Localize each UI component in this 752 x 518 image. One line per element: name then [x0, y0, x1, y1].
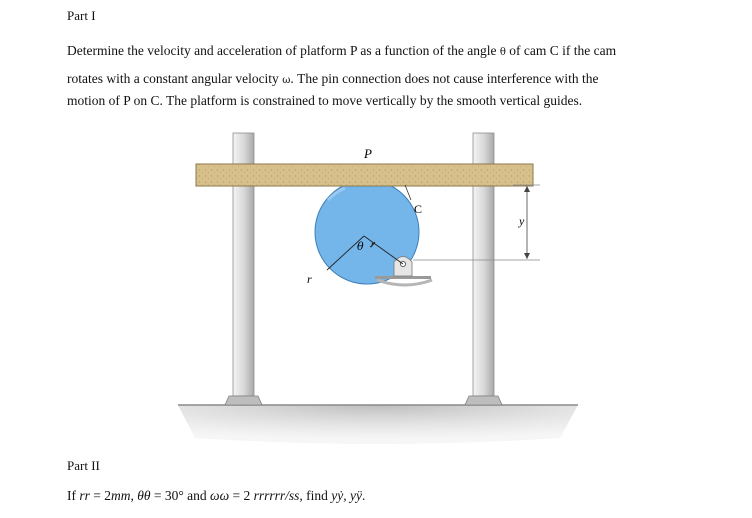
q-r: rr — [79, 488, 90, 503]
label-p: P — [364, 146, 372, 161]
omega-symbol: ω — [282, 75, 291, 86]
q-unit: rrrrrr/ss — [253, 488, 300, 503]
label-theta: θ — [357, 240, 364, 253]
theta-symbol: θ — [499, 47, 506, 58]
q-mm: mm — [111, 488, 131, 503]
q-omega: ωω — [210, 488, 230, 503]
part-2-heading: Part II — [67, 458, 100, 473]
problem-line-2-end: . The pin connection does not cause interference with the — [290, 71, 599, 86]
label-y: y — [519, 214, 525, 228]
problem-line-1-end: of cam C if the cam — [509, 43, 617, 58]
label-c: C — [414, 202, 423, 216]
problem-line-1-text: Determine the velocity and acceleration of platform P as a function of the angle — [67, 43, 497, 58]
problem-line-2-text: rotates with a constant angular velocity — [67, 71, 279, 86]
q-text-b: = 2 — [89, 488, 112, 503]
platform-p — [196, 164, 533, 186]
part-1-heading: Part I — [67, 8, 96, 23]
problem-line-3: motion of P on C. The platform is constrained to move vertically by the smooth vertical guides. — [67, 93, 583, 108]
part-2-question — [67, 489, 365, 503]
q-text-d: = 30° and — [150, 488, 211, 503]
q-text-g: . — [362, 488, 366, 503]
label-r: r — [307, 272, 312, 286]
ground — [178, 405, 578, 444]
q-text-c: , — [130, 488, 138, 503]
q-text-f: , find — [299, 488, 332, 503]
q-text-a: If — [67, 488, 80, 503]
q-theta: θθ — [137, 488, 151, 503]
q-text-e: = 2 — [229, 488, 254, 503]
q-answer-symbols: yẏ, yÿ — [331, 488, 362, 503]
